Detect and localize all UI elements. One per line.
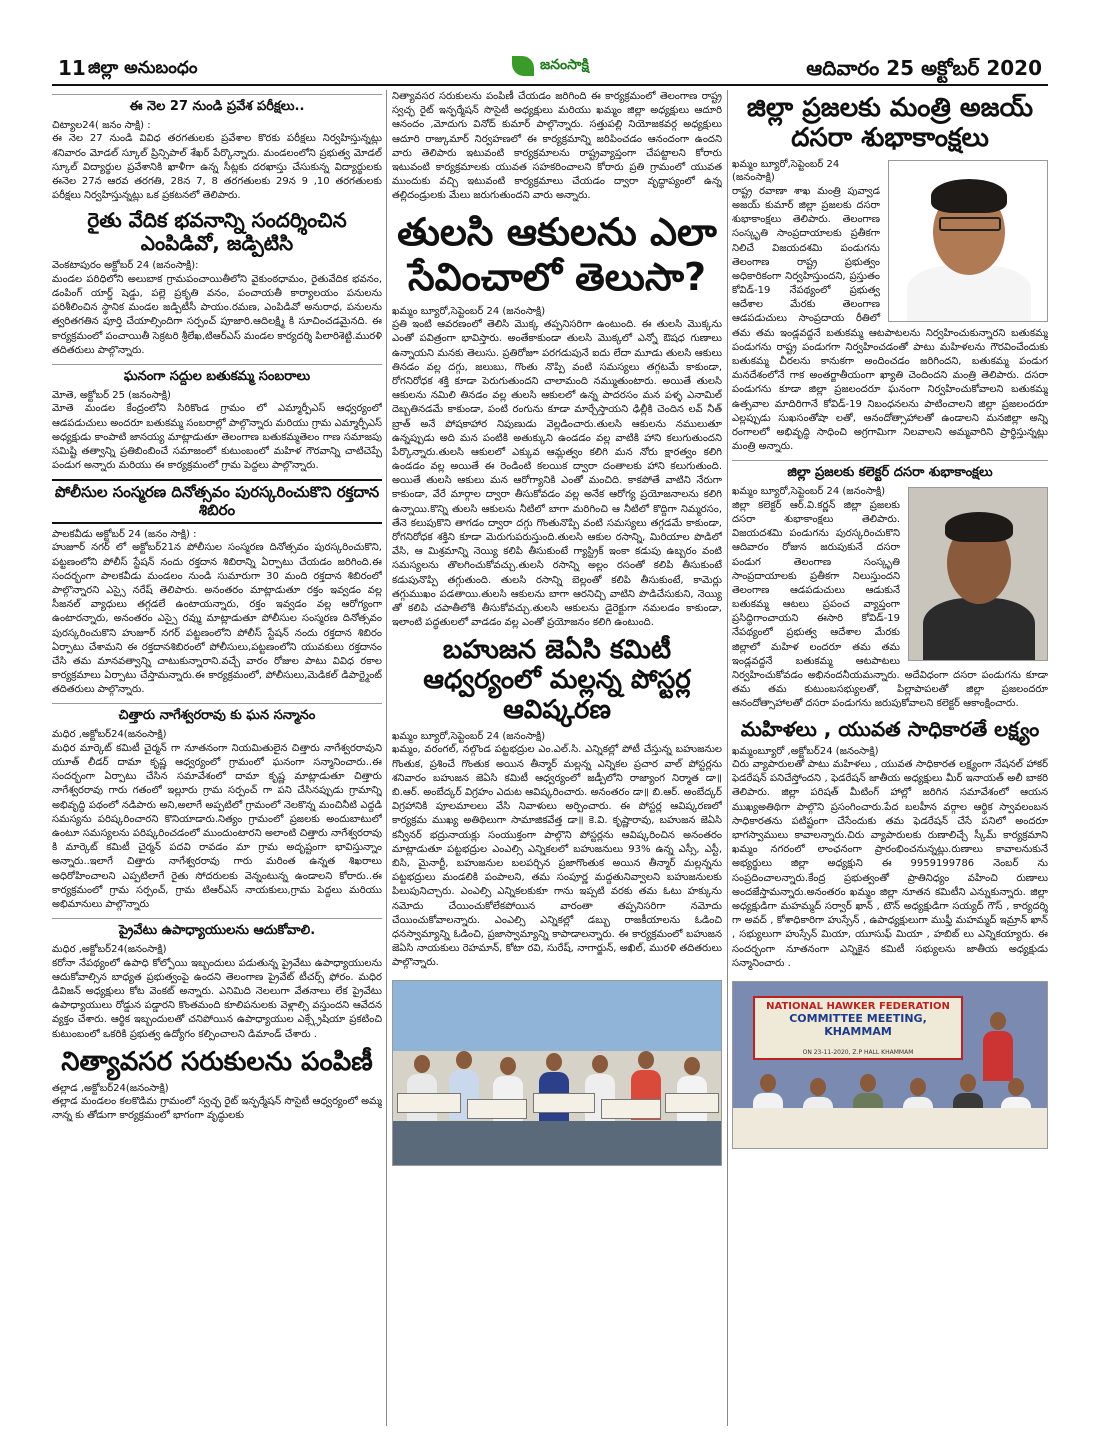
- column-divider: [727, 90, 728, 1426]
- article-body: హుజూర్ నగర్ లో అక్టోబర్21న పోలీసుల సంస్మరణ దినోత్సవం పురస్కరించుకొని, పట్టణంలోని పోలీస్ స్టేషన్ నందు రక్తదాన శిబిరాన్ని ఏర్పాటు చేయడం జరిగింది.ఈ సందర్భంగా పాలకవీడు మండలం నుండి సుమారుగా 30 మంది రక్తదాన శిబిరంలో పాల్గొన్నారని ఎస్సై నరేష్ తెలిపారు. అనంతరం మాట్లాడుతూ రక్తం ఇవ్వడం వల్ల సీజనల్ వ్యాధులు తగ్గడలే ఉంటాయన్నారు, రక్తం ఇవ్వడం వల్ల ఆరోగ్యంగా ఉంటారన్నారు, అనంతరం ఎస్సై రవ్ము మాట్లాడుతూ పోలీసుల సంస్మరణ దినోత్సవం పురస్కరించుకొని హుజూర్ నగర్ పట్టణంలోని పోలీస్ స్టేషన్ నందు రక్తదాన శిబిరం ఏర్పాటు చేశామని ఈ రక్తదానశిబిరంలో పోలీసులు,పట్టణంలోని యువకులు రక్తదానం చేసి తమ మానవత్వాన్ని చాటుకున్నారాని.వచ్చే వారం రోజుల పాటు వివిధ రకాల కార్యక్రమాలు ఏర్పాటు చేస్తామన్నారు.ఈ కార్యక్రమంలో, పోలీసులు,మెడికల్ డిపార్ట్మెంట్ తదితరులు పాల్గొన్నారు.: [52, 542, 382, 696]
- article-body: ఖమ్మం, వరంగల్, నల్గొండ పట్టభద్రుల ఎం.ఎల్.సి. ఎన్నికల్లో పోటీ చేస్తున్న బహుజనుల గొంతుక, ప్రశించే గొంతుక అయిన తీన్మార్ మల్లన్న ఎన్నికల ప్రచార వాల్ పోస్టర్లను శనివారం బహుజన జెఏసి కమిటీ ఆధ్వర్యంలో జడ్పీలోని రాజ్యాంగ నిర్మాత డా॥ బి.ఆర్. అంబేద్కర్ విగ్రహం ఎదుట ఆవిష్కరించారు. అనంతరం డా॥ బి.ఆర్. అంబేద్కర్ విగ్రహానికి పూలమాలలు వేసి నివాళులు అర్పించారు. ఈ పోస్టర్ల ఆవిష్కరణలో కార్యక్రమ ముఖ్య అతిథిలుగా సామాజికవేత్త డా॥ కె.వి. కృష్ణారావు, బహుజన జెఏసి కన్వీనర్ భద్రునాయక్లు సంయుక్తంగా పాల్గొని పోస్టర్లను ఆవిష్కరించిన అనంతరం మాట్లాడుతూ పట్టభద్రుల ఎంఎల్సి ఎన్నికలలో బహుజనులు 93% ఉన్న ఎస్సీ, ఎస్టీ, బిసి, మైనార్టీ, బహుజనుల బలపర్చిన ప్రజాగొంతుక అయిన తీన్మార్ మల్లన్నను పట్టభద్రులు మండలికి పంపాలని, తమ సంపూర్ణ మద్దతునివ్వాలని బహుజనులకు పిలుపునిచ్చారు. ఎంఎల్సి ఎన్నికలకుకూ గాను ఇప్పటి వరకు తమ ఓటు హక్కును నమోదు చేయించుకోలేకపోయిన వారంతా తప్పనిసరిగా నమోదు చేయించుకోవాలన్నారు. ఎంఎల్సి ఎన్నికల్లో డబ్బు రాజకీయాలను ఓడించి ధనస్వామ్యాన్ని ఓడించి, ప్రజాస్వామ్యాన్ని కాపాడాలన్నారు. ఈ కార్యక్రమంలో బహుజన జెఏసి నాయకులు రెహమాన్, కోటా రవి, సురేష్, నాగార్జున్, అఖిల్, మురళి తదితరులు పాల్గొన్నారు.: [392, 744, 722, 969]
- article-dateline: వెంకటాపురం అక్టోబర్ 24 (జనంసాక్షి):: [52, 260, 199, 272]
- article-headline: జిల్లా ప్రజలకు మంత్రి అజయ్ దసరా శుభాకాంక్షలు: [746, 93, 1034, 153]
- article-body: తల్లాడ మండలం కలకొడిమ గ్రామంలో స్వచ్ఛ రైట్ ఇన్ఫర్మేషన్ సొసైటీ ఆధ్వర్యంలో అమ్మ నాన్న కు తోడుగా కార్యక్రమంలో భాగంగా వృద్ధులకు: [52, 1096, 382, 1122]
- article-body: మధిర మార్కెట్ కమిటీ చైర్మన్ గా నూతనంగా నియమితులైన చిత్తారు నాగేశ్వరరావుని యూత్ లీడర్ దామా కృష్ణ ఆధ్వర్యంలో గ్రామంలో ఘనంగా సన్మానించారు..ఈ సందర్భంగా ఏర్పాటు చేసిన సమావేశంలో దామా కృష్ణ మాట్లాడుతూ చిత్తారు నాగేశ్వరరావు గారు గతంలో ఇల్లూరు గ్రామ సర్పంచ్ గా పని చేసినప్పుడు గ్రామాన్ని అభివృద్ధి పథంలో నడిపారు అని,అలాగే అప్పటిలో గ్రామంలో నెలకొన్న మంచినీటి ఎద్దడి సమస్యను పరిష్కరించారని కొనియాడారు.నిత్యం గ్రామంలో ప్రజలకు అందుబాటులో ఉంటూ సమస్యలను పరిష్కరించడంలో ముందుంటారని అలాంటి చిత్తారు నాగేశ్వరరావు కి మార్కెట్ కమిటీ చైర్మన్ పదవి రావడం మా గ్రామ అదృష్టంగా భావిస్తున్నాం అన్నారు..ఇలాగే చిత్తారు నాగేశ్వరరావు గారు మరింత ఉన్నత శిఖరాలు అధిరోహించాలని ఎప్పటిలాగే రైతు సోదరులకు వెన్నంటున్న ఉండాలని కోరారు..ఈ కార్యక్రమంలో గ్రామ సర్పంచ్, గ్రామ టిఆర్ఎస్ నాయకులు,గ్రామ పెద్దలు మరియు అభిమానులు పాల్గొన్నారు: [52, 742, 382, 910]
- minister-portrait: [888, 160, 1048, 322]
- article-dateline: మధిర ,అక్టోబర్24(జనంసాక్షి): [52, 944, 167, 956]
- banner-line-3: ON 23-11-2020, Z.P HALL KHAMMAM: [802, 1048, 914, 1056]
- article-body: కరోనా నేపథ్యంలో ఉపాధి కోల్పోయి ఇబ్బందులు పడుతున్న ప్రైవేటు ఉపాధ్యాయులను ఆదుకోవాల్సిన బాధ్యత ప్రభుత్వంపై ఉందని తెలంగాణ ప్రైవేట్ టీచర్స్ ఫోరం. మధిర డివిజన్ అధ్యక్షులు కోట వెంకట్ అన్నారు. ఎనిమిది నెలలుగా వేతనాలు లేక ప్రైవేటు ఉపాధ్యాయులు రోడ్డున పడ్డారని కొంతమంది కూలిపనులకు వెళ్లాల్సి వస్తుందని ఆవేదన వ్యక్తం చేశారు. ఆర్థిక ఇబ్బందులతో చనిపోయిన ఉపాధ్యాయుల ఎక్స్గ్రేషియా ప్రకటించి కుటుంబంలో ఒకరికి ప్రభుత్వ ఉద్యోగం కల్పించాలని డిమాండ్ చేశారు .: [52, 957, 382, 1040]
- article-dateline: ఖమ్మం బ్యూరో,సెప్టెంబర్ 24 (జనంసాక్షి): [392, 305, 546, 317]
- glasses-icon: [939, 217, 1001, 231]
- poster-placard: [601, 1099, 661, 1119]
- article-bathukamma: [52, 364, 382, 473]
- poster-placard: [533, 1093, 595, 1113]
- article-headline: తులసి ఆకులను ఎలా సేవించాలో తెలుసా?: [397, 209, 717, 300]
- column-2: [392, 90, 722, 1426]
- article-essentials-distribution: [52, 1048, 382, 1124]
- article-headline: నిత్యావసర సరుకులను పంపిణీ: [61, 1046, 373, 1077]
- article-felicitation: [52, 703, 382, 912]
- article-body: చిరు వ్యాపారులతో పాటు మహిళలు , యువత సాధికారత లక్ష్యంగా నేషనల్ హాకర్ ఫెడరేషన్ పనిచేస్తోందని , ఫెడరేషన్ జాతీయ అధ్యక్షులు మీర్ ఇనాయత్ అలీ బాకరి తెలిపారు. జిల్లా పరిషత్ మీటింగ్ హాల్లో జరిగిన సమావేశంలో ఆయన ముఖ్యఅతిథిగా పాల్గొని ప్రసంగించారు.పేద బలహీన వర్గాల ఆర్థిక స్వావలంబన సాధికారతను పటిష్టంగా చేసేందుకు తమ ఫెడరేషన్ చేసే పనిలో అందరూ భాగస్వాములు కావాలన్నారు.చిరు వ్యాపారులకు రుణాలిచ్చే స్కీమ్ కార్యక్రమాని ఖమ్మం నగరంలో లాంఛనంగా ప్రారంభించనున్నట్లు.రుణాలు కావాలనుకునే అభ్యర్థులు జిల్లా అధ్యక్షుని ఈ 9959199786 నెంబర్ ను సంప్రదించాలన్నారు.కేంద్ర ప్రభుత్వంతో ప్రాతినిధ్యం వహించి రుణాలు అందజేస్తామన్నారు.అనంతరం ఖమ్మం జిల్లా నూతన కమిటీని ఎన్నుకున్నారు. జిల్లా అధ్యక్షుడిగా మహమ్మద్ సర్వార్ ఖాన్ , టౌన్ అధ్యక్షుడిగా సయ్యద్ గౌస్ , కార్యదర్శి గా అవద్ , కోశాధికారిగా హుస్సేన్ , ఉపాధ్యక్షులుగా ముఫ్తీ మహమ్మద్ ఇమ్రాన్ ఖాన్ , సభ్యులుగా హుస్సేన్ మియా, యూసుఫ్ మియా , హబిబ్ లు ఎన్నికయ్యారు. ఈ సందర్భంగా నూతనంగా ఎన్నికైన కమిటీ సభ్యులను జాతీయ అధ్యక్షుడు సన్మానించారు .: [732, 759, 1048, 969]
- article-headline: ప్రైవేటు ఉపాధ్యాయులను ఆదుకోవాలి.: [52, 918, 382, 939]
- masthead: [52, 50, 1048, 86]
- article-dateline: ఖమ్మం బ్యూరో,సెప్టెంబర్ 24 (జనంసాక్షి): [732, 158, 840, 184]
- column-divider: [386, 90, 387, 1426]
- meeting-banner: [753, 996, 963, 1060]
- poster-placard: [467, 1099, 527, 1119]
- poster-placard: [665, 1093, 719, 1113]
- article-minister-wishes: [732, 94, 1048, 454]
- article-body: మండల పరిధిలోని అలుబాక గ్రామపంచాయితీలోని వైకుంఠధామం, రైతువేదిక భవనం, డంపింగ్ యార్డ్ షెడ్డు, పల్లె ప్రకృతి వనం, పంచాయతీ కార్యాలయం పనులను పరిశీలించిన స్థానిక మండల జడ్పిటీసీ పాయం.రమణ, ఎంపిడివో అనురాధ, పనులను త్వరితగతిన పూర్తి చేయాల్సిందిగా సర్పంచ్ పూజారి.ఆదిలక్ష్మి కి సూచించడమైనది. ఈ కార్యక్రమంలో పంచాయితీ సెక్రటరి శ్రీలేఖ,టిఆర్ఎస్ మండల కార్యదర్శి పిలారిశెట్టి.మురళి తదితరులు పాల్గొన్నారు.: [52, 273, 382, 356]
- article-body: ప్రతి ఇంటి ఆవరణంలో తెలిసి మొక్క తప్పనిసరిగా ఉంటుంది. ఈ తులసి మొక్కను ఎంతో పవిత్రంగా భావిస్తారు. అంతేకాకుండా తులసి మొక్కలో ఎన్నో ఔషధ గుణాలు ఉన్నాయని మనకు తెలుసు. ప్రతిరోజూ పరగడుపునే ఐదు లేదా మూడు తులసి ఆకులు తినడం వల్ల దగ్గు, జలుబు, గొంతు నొప్పి వంటి సమస్యలు తగ్గటమే కాకుండా, రోగనిరోధక శక్తి కూడా పెరుగుతుందని చాలామంది నమ్ముతుంటారు. అయితే తులసి ఆకులను నమిలి తినడం వల్ల తులసి ఆకులలో ఉన్న పాదరసం మన పళ్ళ ఎనామిల్ దెబ్బతినడమే కాకుండా, పంటి రంగును కూడా మార్చేస్తాయని ఢిల్లీకి చెందిన లవ్ నీత్ బ్రాత్ అనే పోషకాహార నిపుణుడు వెల్లడించారు.తులసి ఆకులను నములుతూ ఉన్నప్పుడు అది మన పంటికి అతుక్కుని ఉండడం వల్ల వాటికి హాని కలుగుతుందని పేర్కొన్నారు.తులసి ఆకులలో ఎక్కువ ఆమ్లత్వం కలిగి మన నోరు క్షారత్వం కలిగి ఉండడం వల్ల అయితే ఈ రెండింటి కలయిక ద్వారా దంతాలకు హాని కలుగుతుంది. అయితే తులసి ఆకులు మన ఆరోగ్యానికి ఎంతో మంచిది. కాకపోతే వాటిని నేరుగా కాకుండా, వేరే మార్గాల ద్వారా తీసుకోవడం వల్ల అనేక ఆరోగ్య ప్రయోజనాలను కలిగి ఉన్నాయి.కొన్ని తులసి ఆకులను నీటిలో బాగా మరిగించి ఆ నీటిలో కొద్దిగా నిమ్మరసం, తేనె కలుపుకొని తాగడం ద్వారా దగ్గు గొంతునొప్పి వంటి సమస్యలు తగ్గడమే కాకుండా, రోగనిరోధక శక్తిని కూడా మెరుగుపరుస్తుంది.తులసి ఆకుల రసాన్ని, మిరియాల పొడిలో వేసి, ఆ మిశ్రమాన్ని నెయ్యి కలిపి తీసుకుంటే గ్యాస్ట్రిక్ ఇంకా కడుపు ఉబ్బరం వంటి సమస్యలను తొలగించుకోవచ్చు.తులసి రసాన్ని అల్లం రసంతో కలిపి తీసుకుంటే కడుపునొప్పి తగ్గుతుంది. తులసి రసాన్ని బెల్లంతో కలిపి తీసుకుంటే, కామెర్లు తగ్గుముఖం పడతాయి.తులసి ఆకులను బాగా ఆరనిచ్చి వాటిని పొడిచేసుకుని, నెయ్యి తో కలిపి చపాతీలోకి తీసుకోవచ్చు.తులసి ఆకులను డైరెక్టుగా నమలడం కాకుండా, ఇలాంటి పద్ధతులలో వాడడం వల్ల ఎంతో ప్రయోజనం కలిగి ఉంటుంది.: [392, 319, 722, 629]
- article-dateline: పాలకవీడు అక్టోబర్ 24 (జనం సాక్షి) :: [52, 528, 197, 540]
- issue-date: ఆదివారం 25 అక్టోబర్ 2020: [806, 56, 1042, 80]
- article-headline: పోలీసుల సంస్మరణ దినోత్సవం పురస్కరించుకొని రక్తదాన శిబిరం: [52, 479, 382, 524]
- article-raithu-vedika: [52, 209, 382, 358]
- article-continuation: నిత్యావసర సరుకులను పంపిణీ చేయడం జరిగింది ఈ కార్యక్రమంలో తెలంగాణ రాష్ట్ర స్వచ్ఛ రైట్ ఇన్ఫర్మేషన్ సొసైటీ అధ్యక్షులు మరియు ఖమ్మం జిల్లా అధ్యక్షులు ఆదూరి ఆనందం ,మోదుగు వినోద్ కుమార్ పాల్గొన్నారు. సత్తుపల్లి నియోజకవర్గ అధ్యక్షులు ఆదూరి రాజ్కుమార్ నిర్వహణలో ఈ కార్యక్రమాన్ని జరిపించడం ఆనందంగా ఉందని వారు తెలిపారు ఇటువంటి కార్యక్రమాలను రాష్ట్రవ్యాప్తంగా చేపట్టాలని కోరారు ఇటువంటి కార్యక్రమాలకు యువత సహకరించాలని కోరారు ప్రతి గ్రామంలో యువత ముందుకు వచ్చి ఇటువంటి కార్యక్రమాలు చేయడం ద్వారా వృద్ధాప్యంలో ఉన్న తల్లిదండ్రులకు మేలు జరుగుతుందని వారు అన్నారు.: [392, 91, 722, 202]
- article-dateline: ఖమ్మం బ్యూరో,సెప్టెంబర్ 24 (జనంసాక్షి): [732, 486, 886, 498]
- portrait-hair: [945, 512, 1013, 542]
- article-dateline: చిట్యాల24( జనం సాక్షి) :: [52, 119, 151, 131]
- page-number: 11: [58, 56, 86, 80]
- article-blood-donation: [52, 479, 382, 697]
- article-headline: చిత్తారు నాగేశ్వరరావు కు ఘన సన్మానం: [52, 703, 382, 724]
- newspaper-logo: [512, 54, 672, 78]
- article-headline: బహుజన జెఏసి కమిటీ ఆధ్వర్యంలో మల్లన్న పోస్టర్ల ఆవిష్కరణ: [423, 635, 691, 726]
- article-private-teachers: [52, 918, 382, 1042]
- article-headline: జిల్లా ప్రజలకు కలెక్టర్ దసరా శుభాకాంక్షలు: [732, 460, 1048, 481]
- logo-text: జనంసాక్షి: [540, 56, 589, 73]
- person-figure: [983, 1012, 1013, 1081]
- article-body: మోతె మండల కేంద్రంలోని సిరికొండ గ్రామం లో ఎమ్మార్పీఎస్ ఆధ్వర్యంలో ఆడపడుచులు అందరూ బతుకమ్మ సంబరాల్లో పాల్గొన్నారు మరియు గ్రామ ఎమ్మార్పీఎస్ అధ్యక్షుడు కాంపాటి జానయ్య మాట్లాడుతూ తెలంగాణ బతుకమ్మతెలం గాణ సమాజపు సమిష్టి తత్వాన్ని ప్రతిబింబించే సమాజంలో కుటుంబంలో మహిళ గౌరవాన్ని చాటిచెప్పే పండుగ అన్నారు మరియు ఈ కార్యక్రమంలో గ్రామ పెద్దలు పాల్గొన్నారు.: [52, 403, 382, 472]
- article-headline: ఘనంగా సద్దుల బతుకమ్మ సంబరాలు: [52, 364, 382, 385]
- article-headline: ఈ నెల 27 నుండి ప్రవేశ పరీక్షలు..: [52, 94, 382, 115]
- leaf-icon: [512, 56, 534, 76]
- article-body: రాష్ట్ర రవాణా శాఖ మంత్రి పువ్వాడ అజయ్ కుమార్ జిల్లా ప్రజలకు దసరా శుభాకాంక్షలు తెలిపారు. తెలంగాణ సంస్కృతి సాంప్రదాయాలకు ప్రతీకగా నిలిచే విజయదశమి పండుగను తెలంగాణ రాష్ట్ర ప్రభుత్వం అధికారికంగా నిర్వహిస్తుందని, ప్రస్తుతం కోవిడ్-19 నేపథ్యంలో ప్రభుత్వ ఆదేశాల మేరకు తెలంగాణ ఆడపడుచులు సాంప్రదాయ రీతిలో తమ తమ ఇండ్లవద్దనే బతుకమ్మ ఆటపాటలను నిర్వహించుకున్నారని బతుకమ్మ పండుగను రాష్ట్ర పండుగగా నిర్వహించడంతో పాటు మహిళలను గౌరవించేందుకు బతుకమ్మ చీరలను కానుకగా అందించడం జరిగిందని, బతుకమ్మ పండుగ మనదేశంలోనే గాక అంతర్జాతీయంగా ఖ్యాతి చెందిందని మంత్రి తెలిపారు. దసరా పండుగను కూడా జిల్లా ప్రజలందరూ ఘనంగా నిర్వహించుకోవాలని బతుకమ్మ ఉత్సవాల మాదిరిగానే కోవిడ్-19 నిబంధనలను పాటించాలని జిల్లా ప్రజలందరూ ఎల్లప్పుడు సుఖసంతోషా లతో, ఆనందోత్సాహాలతో ఉండాలని మనజిల్లా అన్ని రంగాలలో అభివృద్ధి సాధించి అగ్రగామిగా నిలవాలని అమ్మవారిని ప్రార్థిస్తున్నట్లు మంత్రి అన్నారు.: [732, 185, 1048, 453]
- portrait-hair: [931, 179, 1007, 213]
- column-3: [732, 90, 1048, 1426]
- article-collector-wishes: [732, 460, 1048, 711]
- banner-line-2: COMMITTEE MEETING, KHAMMAM: [789, 1011, 927, 1038]
- article-dateline: ఖమ్మం బ్యూరో,సెప్టెంబర్ 24 (జనంసాక్షి): [392, 730, 546, 742]
- meeting-table: [733, 1108, 1047, 1148]
- article-dateline: మధిర ,అక్టోబర్24(జనంసాక్షి): [52, 729, 167, 741]
- article-entrance-exams: [52, 94, 382, 203]
- article-headline: మహిళలు , యువత సాధికారతే లక్ష్యం: [740, 716, 1040, 741]
- column-1: [52, 90, 382, 1426]
- article-dateline: మోతె, అక్టోబర్ 25 (జనంసాక్షి): [52, 389, 171, 401]
- person-figure: [677, 1057, 707, 1126]
- article-body: ఈ నెల 27 నుండి వివిధ తరగతులకు ప్రవేశాల కొరకు పరీక్షలు నిర్వహిస్తున్నట్లు శనివారం మోడల్ స్కూల్ ప్రిన్సిపాల్ శేఖర్ పేర్కొన్నారు. మండలంలోని ప్రభుత్వ మోడల్ స్కూల్ విద్యార్థుల ప్రవేశానికి ఖాళీగా ఉన్న సీట్లకు దరఖాస్తు చేసుకున్న విద్యార్థులకు ఈనెల 27న ఆరవ తరగతి, 28న 7, 8 తరగతులకు 29న 9 ,10 తరగతులకు పరీక్షలు నిర్వహిస్తున్నట్లు ఒక ప్రకటనలో తెలిపారు.: [52, 133, 382, 202]
- portrait-shirt: [923, 598, 1035, 661]
- article-dateline: ఖమ్మంబ్యూరో ,అక్టోబర్24 (జనంసాక్షి): [732, 745, 879, 757]
- sky-area: [393, 981, 721, 1051]
- section-name: జిల్లా అనుబంధం: [88, 58, 198, 78]
- poster-release-photo: [392, 980, 722, 1166]
- person-figure: [407, 1055, 437, 1124]
- article-mallanna-posters: [392, 636, 722, 970]
- poster-placard: [397, 1093, 461, 1113]
- crowd-foreground: [393, 1121, 721, 1165]
- article-headline: రైతు వేదిక భవనాన్ని సందర్శించిన ఎంపిడివో, జడ్పిటిసి: [87, 208, 347, 256]
- collector-portrait: [908, 487, 1048, 661]
- banner-line-1: NATIONAL HAWKER FEDERATION: [766, 1000, 950, 1012]
- hawker-meeting-photo: [732, 981, 1048, 1149]
- article-tulasi: [392, 210, 722, 631]
- article-dateline: తల్లాడ ,అక్టోబర్24(జనంసాక్షి): [52, 1082, 169, 1094]
- article-body: జిల్లా కలెక్టర్ ఆర్.వి.కర్ణన్ జిల్లా ప్రజలకు దసరా శుభాకాంక్షలు తెలిపారు. విజయదశమి పండుగను పురస్కరించుకొని ఆదివారం రోజున జరుపుకునే దసరా పండుగ తెలంగాణ సంస్కృతి సాంప్రదాయాలకు ప్రతీకగా నిలుస్తుందని తెలంగాణ ఆడపడుచులు ఆడుకునే బతుకమ్మ ఆటలు ప్రపంచ వ్యాప్తంగా ప్రసిద్ధిగాంచాయని ఈసారి కోవిడ్-19 నేపథ్యంలో ప్రభుత్వ ఆదేశాల మేరకు జిల్లాలో మహిళ లందరూ తమ తమ ఇండ్లవద్దనే బతుకమ్మ ఆటపాటలు నిర్వహించుకోవడం అభినందనీయమన్నారు. అదేవిధంగా దసరా పండుగను కూడా తమ తమ కుటుంబసభ్యులతో, పిల్లాపాపలతో జిల్లా ప్రజలందరూ ఆనందోత్సాహాలతో దసరా పండుగను జరుపుకోవాలని కలెక్టర్ ఆకాంక్షించారు.: [732, 499, 1048, 710]
- article-women-youth-empowerment: [732, 718, 1048, 971]
